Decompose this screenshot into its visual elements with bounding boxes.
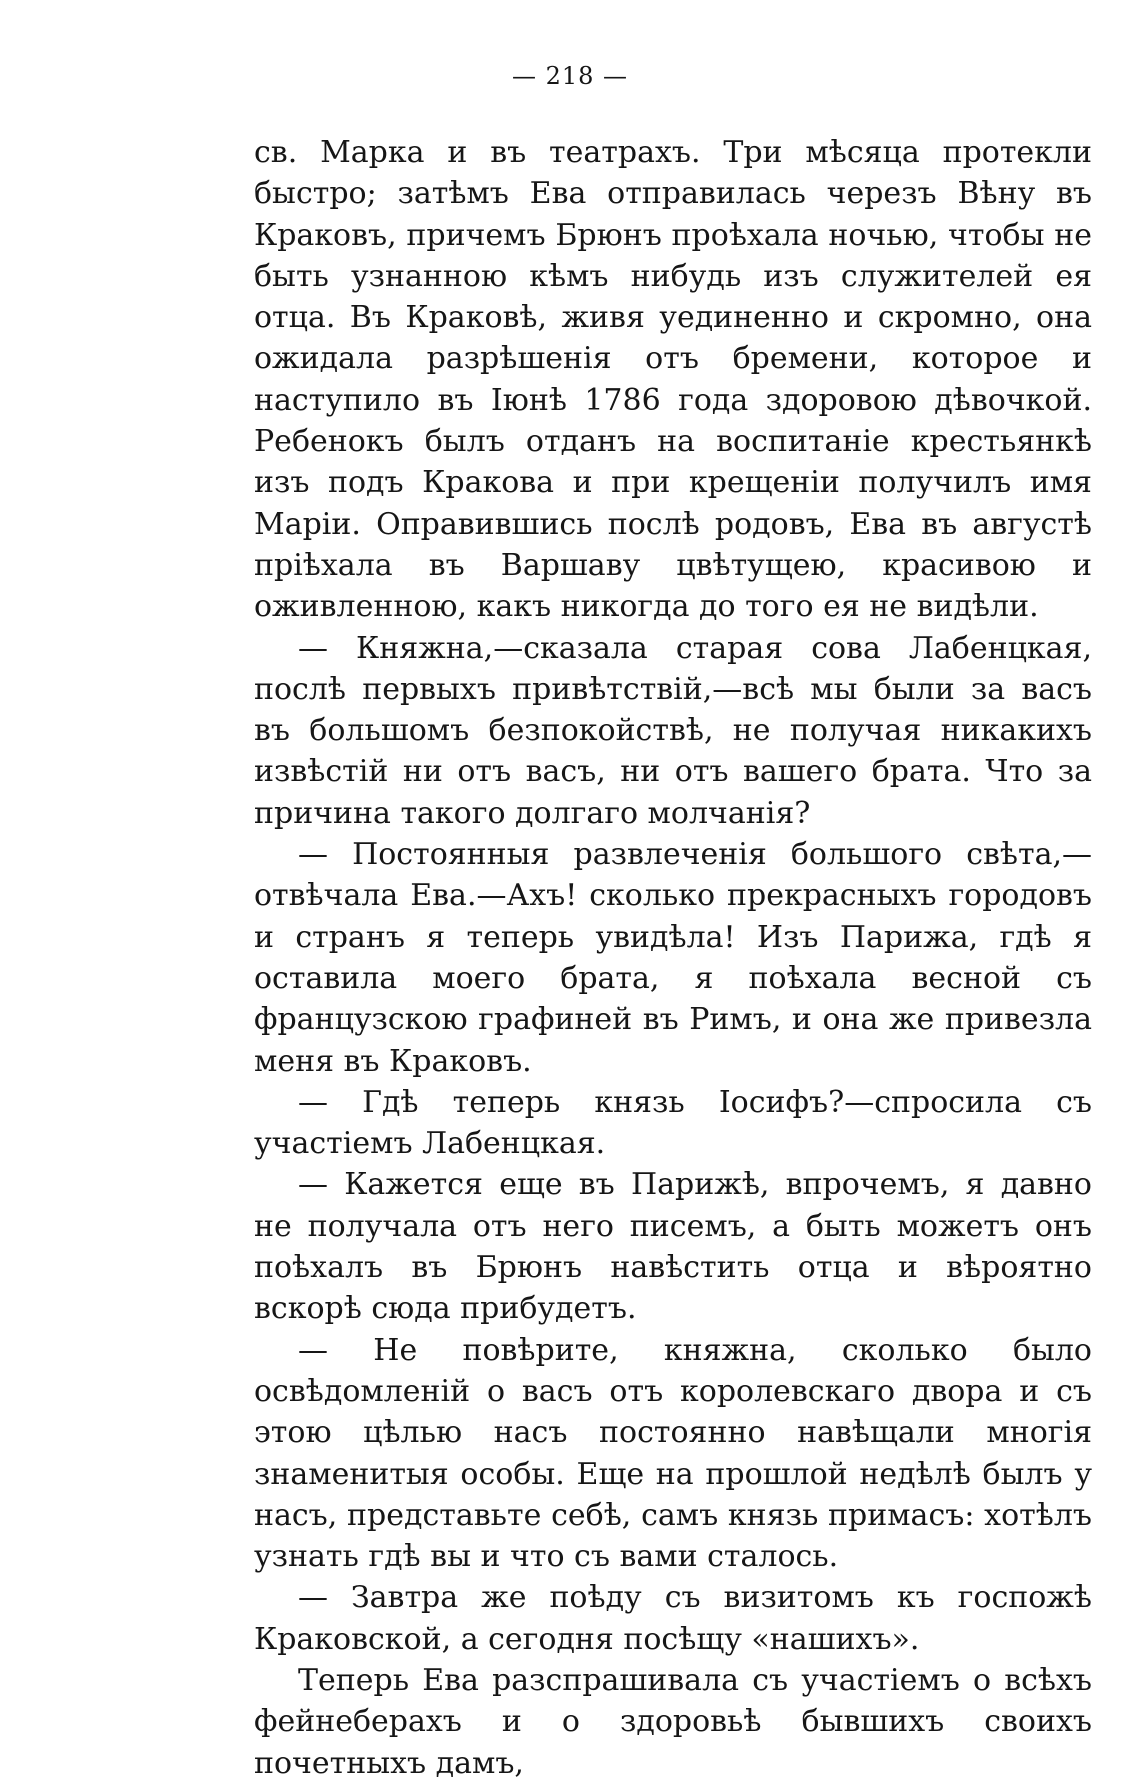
paragraph-1: св. Марка и въ театрахъ. Три мѣсяца протекли быстро; затѣмъ Ева отправилась черезъ Вѣну въ Краковъ, причемъ Брюнъ проѣхала ночью, чтобы не быть узнанною кѣмъ нибудь изъ служителей ея отца. Въ Краковѣ, живя уединенно и скромно, она ожидала разрѣшенія отъ бремени, которое и наступило въ Іюнѣ 1786 года здоровою дѣвочкой. Ребенокъ былъ отданъ на воспитаніе крестьянкѣ изъ подъ Кракова и при крещеніи получилъ имя Маріи. Оправившись послѣ родовъ, Ева въ августѣ пріѣхала въ Варшаву цвѣтущею, красивою и оживленною, какъ никогда до того ея не видѣли. (254, 135, 1092, 625)
paragraph-2: — Княжна,—сказала старая сова Лабенцкая, послѣ первыхъ привѣтствій,—всѣ мы были за васъ въ большомъ безпокойствѣ, не получая никакихъ извѣстій ни отъ васъ, ни отъ вашего брата. Что за причина такого долгаго молчанія? (254, 630, 1092, 831)
paragraph-6: — Не повѣрите, княжна, сколько было освѣдомленій о васъ отъ королевскаго двора и съ этою цѣлью насъ постоянно навѣщали многія знаменитыя особы. Еще на прошлой недѣлѣ былъ у насъ, представьте себѣ, самъ князь примасъ: хотѣлъ узнать гдѣ вы и что съ вами сталось. (254, 1332, 1092, 1575)
page-number: — 218 — (511, 62, 629, 90)
paragraph-4: — Гдѣ теперь князь Іосифъ?—спросила съ участіемъ Лабенцкая. (254, 1084, 1092, 1162)
paragraph-5: — Кажется еще въ Парижѣ, впрочемъ, я давно не получала отъ него писемъ, а быть можетъ онъ поѣхалъ въ Брюнъ навѣстить отца и вѣроятно вскорѣ сюда прибудетъ. (254, 1167, 1092, 1327)
page-body-text (254, 132, 1092, 1784)
paragraph-7: — Завтра же поѣду съ визитомъ къ госпожѣ Краковской, а сегодня посѣщу «нашихъ». (254, 1580, 1092, 1657)
paragraph-3: — Постоянныя развлеченія большого свѣта,—отвѣчала Ева.—Ахъ! сколько прекрасныхъ городовъ и странъ я теперь увидѣла! Изъ Парижа, гдѣ я оставила моего брата, я поѣхала весной съ французскою графиней въ Римъ, и она же привезла меня въ Краковъ. (254, 837, 1092, 1079)
paragraph-8: Теперь Ева разспрашивала съ участіемъ о всѣхъ фейнеберахъ и о здоровьѣ бывшихъ своихъ почетныхъ дамъ, (254, 1662, 1092, 1781)
